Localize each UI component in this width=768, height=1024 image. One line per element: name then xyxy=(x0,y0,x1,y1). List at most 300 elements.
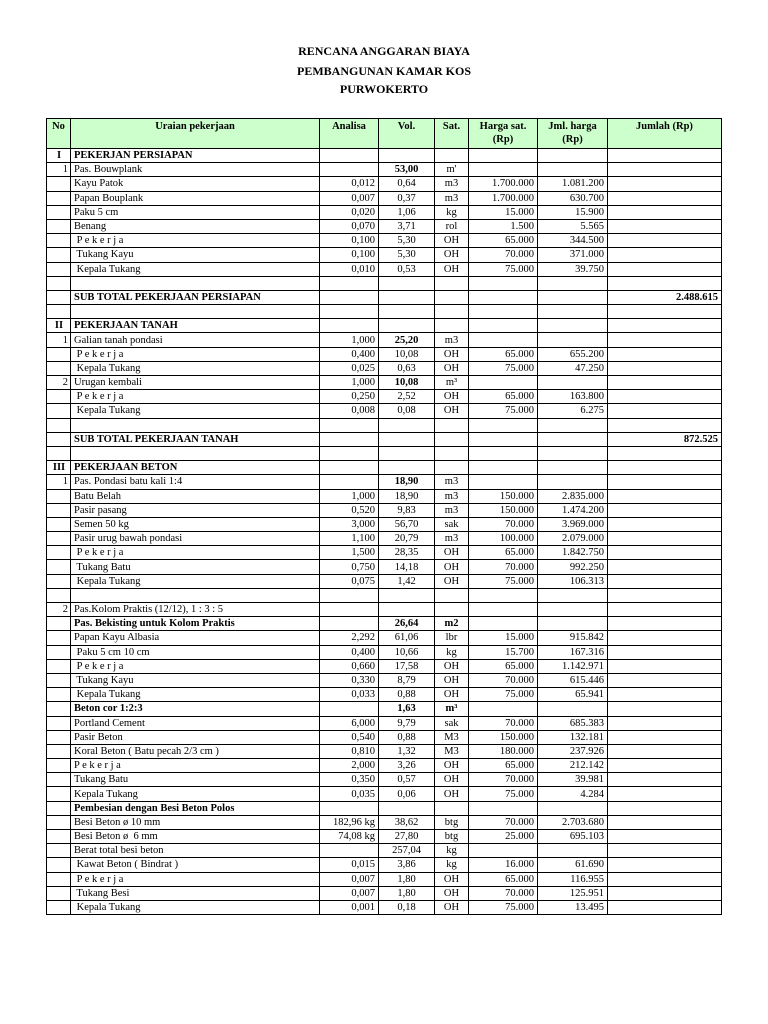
cell-jumlah xyxy=(608,886,722,900)
cell-jumlah xyxy=(608,900,722,914)
cell-harga-sat: 75.000 xyxy=(469,404,538,418)
cell-vol: 8,79 xyxy=(379,673,435,687)
cell-no xyxy=(47,673,71,687)
cell-harga-sat xyxy=(469,376,538,390)
cell-no xyxy=(47,588,71,602)
cell-vol: 27,80 xyxy=(379,830,435,844)
cell-jumlah xyxy=(608,149,722,163)
cell-uraian: Pas. Pondasi batu kali 1:4 xyxy=(71,475,320,489)
cell-no xyxy=(47,361,71,375)
cell-uraian: Tukang Batu xyxy=(71,773,320,787)
table-row xyxy=(47,248,722,262)
cell-harga-sat xyxy=(469,702,538,716)
cell-jml-harga xyxy=(538,163,608,177)
cell-jumlah xyxy=(608,262,722,276)
cell-jml-harga: 47.250 xyxy=(538,361,608,375)
cell-harga-sat xyxy=(469,163,538,177)
cell-analisa xyxy=(320,432,379,446)
cell-sat: m3 xyxy=(435,177,469,191)
table-row xyxy=(47,475,722,489)
cell-analisa: 0,001 xyxy=(320,900,379,914)
cell-harga-sat: 75.000 xyxy=(469,262,538,276)
cell-harga-sat: 150.000 xyxy=(469,489,538,503)
cell-jml-harga: 2.703.680 xyxy=(538,815,608,829)
cell-harga-sat: 70.000 xyxy=(469,673,538,687)
cell-analisa: 1,500 xyxy=(320,546,379,560)
cell-vol xyxy=(379,290,435,304)
cell-no xyxy=(47,730,71,744)
cell-sat: OH xyxy=(435,688,469,702)
cell-vol xyxy=(379,461,435,475)
cell-jumlah xyxy=(608,844,722,858)
cell-sat xyxy=(435,290,469,304)
cell-harga-sat: 65.000 xyxy=(469,390,538,404)
cell-analisa: 0,540 xyxy=(320,730,379,744)
cell-jml-harga xyxy=(538,276,608,290)
cell-jml-harga: 237.926 xyxy=(538,744,608,758)
cell-analisa xyxy=(320,319,379,333)
table-row xyxy=(47,418,722,432)
cell-jumlah xyxy=(608,333,722,347)
cell-no: 1 xyxy=(47,475,71,489)
cell-uraian: P e k e r j a xyxy=(71,390,320,404)
cell-uraian: Papan Kayu Albasia xyxy=(71,631,320,645)
cell-jumlah: 2.488.615 xyxy=(608,290,722,304)
budget-table xyxy=(46,118,722,915)
cell-no xyxy=(47,262,71,276)
cell-jml-harga: 125.951 xyxy=(538,886,608,900)
cell-sat: OH xyxy=(435,234,469,248)
cell-no: 1 xyxy=(47,163,71,177)
cell-sat: kg xyxy=(435,844,469,858)
cell-vol: 1,80 xyxy=(379,872,435,886)
cell-harga-sat: 1.700.000 xyxy=(469,191,538,205)
cell-uraian: Tukang Batu xyxy=(71,560,320,574)
cell-vol: 0,63 xyxy=(379,361,435,375)
cell-jml-harga: 39.981 xyxy=(538,773,608,787)
cell-analisa: 3,000 xyxy=(320,517,379,531)
cell-uraian xyxy=(71,276,320,290)
cell-no xyxy=(47,787,71,801)
cell-harga-sat xyxy=(469,276,538,290)
cell-vol xyxy=(379,418,435,432)
cell-sat xyxy=(435,801,469,815)
cell-vol: 0,06 xyxy=(379,787,435,801)
header-harga-sat: Harga sat. (Rp) xyxy=(469,119,538,149)
cell-no: 2 xyxy=(47,376,71,390)
cell-uraian: Kepala Tukang xyxy=(71,688,320,702)
cell-vol xyxy=(379,588,435,602)
table-row xyxy=(47,361,722,375)
cell-vol: 10,08 xyxy=(379,347,435,361)
cell-vol: 257,04 xyxy=(379,844,435,858)
title-line-1: RENCANA ANGGARAN BIAYA xyxy=(298,44,470,58)
cell-jumlah xyxy=(608,248,722,262)
table-row xyxy=(47,149,722,163)
cell-harga-sat: 70.000 xyxy=(469,773,538,787)
cell-analisa: 0,007 xyxy=(320,191,379,205)
table-row xyxy=(47,815,722,829)
cell-no xyxy=(47,390,71,404)
cell-no xyxy=(47,177,71,191)
cell-no xyxy=(47,290,71,304)
cell-jml-harga: 163.800 xyxy=(538,390,608,404)
cell-jumlah xyxy=(608,688,722,702)
cell-jml-harga xyxy=(538,702,608,716)
cell-uraian: Kawat Beton ( Bindrat ) xyxy=(71,858,320,872)
cell-harga-sat: 65.000 xyxy=(469,347,538,361)
cell-sat xyxy=(435,446,469,460)
cell-no xyxy=(47,532,71,546)
cell-jml-harga: 371.000 xyxy=(538,248,608,262)
cell-analisa: 0,750 xyxy=(320,560,379,574)
cell-harga-sat xyxy=(469,290,538,304)
cell-uraian: Tukang Besi xyxy=(71,886,320,900)
table-row xyxy=(47,645,722,659)
cell-sat: m2 xyxy=(435,617,469,631)
cell-harga-sat xyxy=(469,461,538,475)
cell-vol: 14,18 xyxy=(379,560,435,574)
cell-vol: 1,63 xyxy=(379,702,435,716)
cell-harga-sat: 70.000 xyxy=(469,815,538,829)
cell-uraian: Pasir pasang xyxy=(71,503,320,517)
cell-uraian: Pas. Bekisting untuk Kolom Praktis xyxy=(71,617,320,631)
cell-harga-sat: 1.700.000 xyxy=(469,177,538,191)
cell-harga-sat xyxy=(469,333,538,347)
cell-jumlah xyxy=(608,489,722,503)
cell-vol: 53,00 xyxy=(379,163,435,177)
cell-no xyxy=(47,759,71,773)
cell-jumlah xyxy=(608,716,722,730)
cell-jml-harga xyxy=(538,149,608,163)
cell-jml-harga: 15.900 xyxy=(538,205,608,219)
cell-uraian: Kepala Tukang xyxy=(71,900,320,914)
cell-harga-sat: 75.000 xyxy=(469,574,538,588)
cell-analisa: 0,025 xyxy=(320,361,379,375)
cell-uraian: PEKERJAAN TANAH xyxy=(71,319,320,333)
header-uraian: Uraian pekerjaan xyxy=(71,119,320,149)
cell-no: III xyxy=(47,461,71,475)
cell-sat xyxy=(435,319,469,333)
cell-jumlah xyxy=(608,276,722,290)
cell-analisa: 0,020 xyxy=(320,205,379,219)
cell-jml-harga: 61.690 xyxy=(538,858,608,872)
cell-jml-harga xyxy=(538,844,608,858)
cell-uraian: Paku 5 cm 10 cm xyxy=(71,645,320,659)
table-row xyxy=(47,673,722,687)
table-row xyxy=(47,503,722,517)
cell-jumlah xyxy=(608,532,722,546)
cell-uraian: SUB TOTAL PEKERJAAN TANAH xyxy=(71,432,320,446)
cell-uraian: Pembesian dengan Besi Beton Polos xyxy=(71,801,320,815)
cell-analisa xyxy=(320,418,379,432)
cell-sat: btg xyxy=(435,815,469,829)
cell-uraian: Kepala Tukang xyxy=(71,787,320,801)
cell-jumlah xyxy=(608,503,722,517)
cell-harga-sat xyxy=(469,844,538,858)
cell-no xyxy=(47,517,71,531)
cell-jumlah xyxy=(608,546,722,560)
cell-vol: 3,26 xyxy=(379,759,435,773)
cell-sat: OH xyxy=(435,361,469,375)
cell-analisa: 2,000 xyxy=(320,759,379,773)
cell-sat: OH xyxy=(435,787,469,801)
cell-jumlah xyxy=(608,858,722,872)
cell-vol: 0,53 xyxy=(379,262,435,276)
cell-jumlah xyxy=(608,361,722,375)
cell-harga-sat xyxy=(469,432,538,446)
cell-sat xyxy=(435,418,469,432)
cell-sat xyxy=(435,603,469,617)
cell-sat xyxy=(435,432,469,446)
cell-no xyxy=(47,191,71,205)
cell-uraian: Beton cor 1:2:3 xyxy=(71,702,320,716)
cell-vol: 0,08 xyxy=(379,404,435,418)
cell-harga-sat: 75.000 xyxy=(469,688,538,702)
cell-jml-harga: 4.284 xyxy=(538,787,608,801)
cell-vol: 2,52 xyxy=(379,390,435,404)
header-jml-harga: Jml. harga (Rp) xyxy=(538,119,608,149)
cell-jumlah xyxy=(608,177,722,191)
cell-analisa: 0,400 xyxy=(320,645,379,659)
cell-jumlah xyxy=(608,773,722,787)
cell-vol: 1,06 xyxy=(379,205,435,219)
cell-jml-harga: 1.842.750 xyxy=(538,546,608,560)
cell-harga-sat: 150.000 xyxy=(469,730,538,744)
cell-analisa: 74,08 kg xyxy=(320,830,379,844)
cell-vol: 0,88 xyxy=(379,730,435,744)
table-row xyxy=(47,730,722,744)
cell-harga-sat xyxy=(469,603,538,617)
table-row xyxy=(47,603,722,617)
cell-uraian: Pasir Beton xyxy=(71,730,320,744)
cell-uraian: Kepala Tukang xyxy=(71,361,320,375)
cell-harga-sat: 65.000 xyxy=(469,234,538,248)
table-row xyxy=(47,546,722,560)
table-row xyxy=(47,319,722,333)
cell-vol: 1,42 xyxy=(379,574,435,588)
cell-uraian: Kepala Tukang xyxy=(71,574,320,588)
cell-uraian: Berat total besi beton xyxy=(71,844,320,858)
cell-sat: OH xyxy=(435,673,469,687)
cell-harga-sat xyxy=(469,305,538,319)
cell-harga-sat: 1.500 xyxy=(469,219,538,233)
cell-sat xyxy=(435,305,469,319)
cell-jml-harga xyxy=(538,603,608,617)
cell-sat: M3 xyxy=(435,730,469,744)
cell-sat: m³ xyxy=(435,376,469,390)
cell-harga-sat: 70.000 xyxy=(469,517,538,531)
cell-jumlah xyxy=(608,347,722,361)
cell-no xyxy=(47,560,71,574)
cell-analisa xyxy=(320,163,379,177)
cell-vol: 20,79 xyxy=(379,532,435,546)
table-row xyxy=(47,163,722,177)
cell-jml-harga xyxy=(538,617,608,631)
cell-no: II xyxy=(47,319,71,333)
cell-sat: M3 xyxy=(435,744,469,758)
cell-analisa xyxy=(320,305,379,319)
cell-sat: m3 xyxy=(435,489,469,503)
cell-analisa: 0,015 xyxy=(320,858,379,872)
cell-no xyxy=(47,744,71,758)
cell-sat: OH xyxy=(435,574,469,588)
cell-sat: btg xyxy=(435,830,469,844)
cell-uraian: PEKERJAAN BETON xyxy=(71,461,320,475)
cell-analisa: 6,000 xyxy=(320,716,379,730)
cell-jumlah xyxy=(608,418,722,432)
cell-analisa: 0,100 xyxy=(320,234,379,248)
cell-uraian: Portland Cement xyxy=(71,716,320,730)
cell-vol: 0,88 xyxy=(379,688,435,702)
cell-uraian: Tukang Kayu xyxy=(71,248,320,262)
cell-sat: OH xyxy=(435,900,469,914)
cell-no xyxy=(47,234,71,248)
cell-jml-harga xyxy=(538,475,608,489)
cell-uraian: Kepala Tukang xyxy=(71,404,320,418)
cell-jumlah xyxy=(608,815,722,829)
cell-uraian: P e k e r j a xyxy=(71,234,320,248)
cell-uraian xyxy=(71,418,320,432)
cell-jml-harga: 13.495 xyxy=(538,900,608,914)
cell-no xyxy=(47,659,71,673)
cell-no xyxy=(47,688,71,702)
cell-harga-sat xyxy=(469,418,538,432)
cell-no xyxy=(47,248,71,262)
cell-sat: OH xyxy=(435,248,469,262)
table-row xyxy=(47,886,722,900)
cell-jml-harga: 344.500 xyxy=(538,234,608,248)
cell-jumlah xyxy=(608,163,722,177)
header-sat: Sat. xyxy=(435,119,469,149)
cell-uraian: P e k e r j a xyxy=(71,546,320,560)
cell-no xyxy=(47,773,71,787)
cell-jumlah xyxy=(608,659,722,673)
table-row xyxy=(47,716,722,730)
cell-jumlah xyxy=(608,219,722,233)
cell-jumlah xyxy=(608,702,722,716)
cell-harga-sat: 70.000 xyxy=(469,886,538,900)
cell-analisa: 0,330 xyxy=(320,673,379,687)
cell-analisa xyxy=(320,844,379,858)
cell-sat: m3 xyxy=(435,475,469,489)
cell-analisa xyxy=(320,603,379,617)
table-row xyxy=(47,801,722,815)
table-row xyxy=(47,659,722,673)
cell-no xyxy=(47,617,71,631)
cell-jumlah xyxy=(608,759,722,773)
cell-analisa: 0,660 xyxy=(320,659,379,673)
cell-jumlah xyxy=(608,475,722,489)
cell-analisa: 0,012 xyxy=(320,177,379,191)
cell-harga-sat xyxy=(469,446,538,460)
cell-jml-harga: 630.700 xyxy=(538,191,608,205)
cell-analisa xyxy=(320,290,379,304)
cell-sat: OH xyxy=(435,404,469,418)
cell-jml-harga: 167.316 xyxy=(538,645,608,659)
cell-analisa xyxy=(320,149,379,163)
cell-sat: m3 xyxy=(435,333,469,347)
table-row xyxy=(47,631,722,645)
cell-no xyxy=(47,872,71,886)
cell-jumlah xyxy=(608,574,722,588)
cell-no xyxy=(47,574,71,588)
cell-no xyxy=(47,347,71,361)
cell-jumlah xyxy=(608,801,722,815)
cell-uraian: Tukang Kayu xyxy=(71,673,320,687)
cell-uraian: Koral Beton ( Batu pecah 2/3 cm ) xyxy=(71,744,320,758)
cell-jumlah xyxy=(608,830,722,844)
cell-analisa xyxy=(320,617,379,631)
table-row xyxy=(47,844,722,858)
cell-analisa: 2,292 xyxy=(320,631,379,645)
cell-vol: 0,64 xyxy=(379,177,435,191)
cell-harga-sat: 15.000 xyxy=(469,205,538,219)
cell-uraian: Galian tanah pondasi xyxy=(71,333,320,347)
cell-harga-sat xyxy=(469,617,538,631)
cell-sat: m3 xyxy=(435,532,469,546)
cell-jumlah xyxy=(608,446,722,460)
cell-jumlah xyxy=(608,730,722,744)
cell-sat: OH xyxy=(435,262,469,276)
cell-jml-harga: 655.200 xyxy=(538,347,608,361)
cell-harga-sat: 65.000 xyxy=(469,759,538,773)
table-row xyxy=(47,574,722,588)
cell-sat: rol xyxy=(435,219,469,233)
cell-analisa: 1,000 xyxy=(320,376,379,390)
cell-vol xyxy=(379,801,435,815)
cell-vol: 10,66 xyxy=(379,645,435,659)
cell-uraian: Pas.Kolom Praktis (12/12), 1 : 3 : 5 xyxy=(71,603,320,617)
table-row xyxy=(47,219,722,233)
cell-jml-harga: 5.565 xyxy=(538,219,608,233)
cell-vol: 0,57 xyxy=(379,773,435,787)
cell-vol xyxy=(379,276,435,290)
cell-sat xyxy=(435,461,469,475)
cell-analisa: 0,007 xyxy=(320,886,379,900)
cell-harga-sat: 70.000 xyxy=(469,560,538,574)
cell-no xyxy=(47,503,71,517)
cell-sat: sak xyxy=(435,517,469,531)
cell-no xyxy=(47,815,71,829)
cell-sat: kg xyxy=(435,205,469,219)
table-row xyxy=(47,205,722,219)
cell-jml-harga: 212.142 xyxy=(538,759,608,773)
cell-vol: 25,20 xyxy=(379,333,435,347)
cell-harga-sat xyxy=(469,588,538,602)
cell-sat xyxy=(435,149,469,163)
cell-vol xyxy=(379,603,435,617)
cell-no xyxy=(47,446,71,460)
cell-jumlah xyxy=(608,191,722,205)
cell-no xyxy=(47,886,71,900)
cell-vol: 28,35 xyxy=(379,546,435,560)
cell-analisa: 0,520 xyxy=(320,503,379,517)
cell-harga-sat: 25.000 xyxy=(469,830,538,844)
cell-jml-harga: 1.474.200 xyxy=(538,503,608,517)
cell-uraian: Batu Belah xyxy=(71,489,320,503)
cell-no xyxy=(47,858,71,872)
cell-jml-harga: 65.941 xyxy=(538,688,608,702)
cell-analisa: 0,100 xyxy=(320,248,379,262)
cell-jumlah xyxy=(608,744,722,758)
cell-no xyxy=(47,716,71,730)
cell-vol: 0,18 xyxy=(379,900,435,914)
cell-sat: m3 xyxy=(435,503,469,517)
cell-analisa: 0,810 xyxy=(320,744,379,758)
cell-vol: 1,32 xyxy=(379,744,435,758)
cell-jml-harga xyxy=(538,446,608,460)
